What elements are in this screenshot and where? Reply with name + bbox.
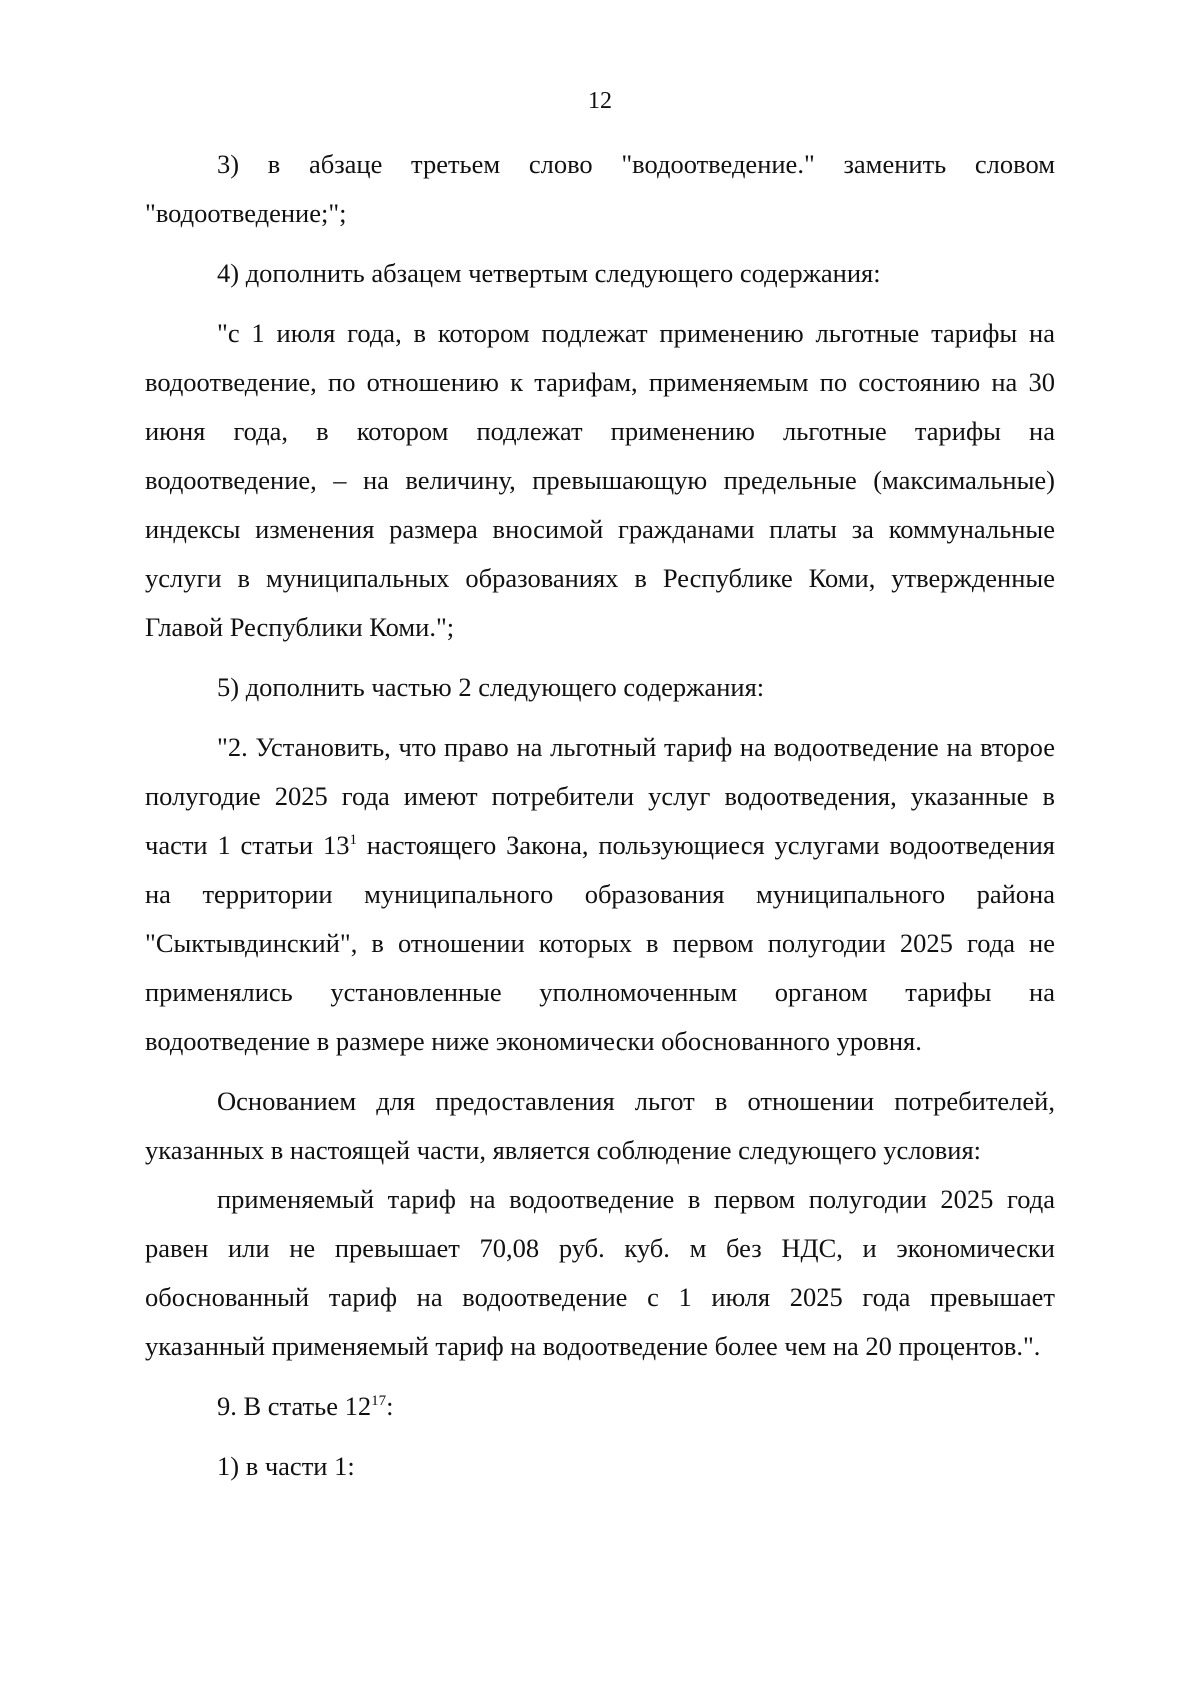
paragraph-amend-5: 5) дополнить частью 2 следующего содержания:: [217, 672, 765, 702]
paragraph-amend-4: 4) дополнить абзацем четвертым следующего содержания:: [217, 258, 881, 288]
paragraph-quote-part-2: [145, 723, 1055, 1066]
paragraph-amend-3: 3) в абзаце третьем слово "водоотведение." заменить словом "водоотведение;";: [145, 149, 1055, 228]
document-body: [145, 140, 1055, 1491]
superscript: 17: [371, 1393, 387, 1409]
paragraph-text: :: [386, 1391, 394, 1421]
paragraph-article-9: [145, 1382, 1055, 1431]
paragraph-text: настоящего Закона, пользующиеся услугами водоотведения на территории муниципального образования муниципального района "Сыктывдинский", в отношении которых в первом полугодии 2025 года не применялись установленные уполномоченным органом тарифы на водоотведение в размере ниже экономически обоснованного уровня.: [145, 830, 1055, 1056]
paragraph-text: 9. В статье 12: [217, 1391, 372, 1421]
page-number: 12: [588, 88, 612, 114]
paragraph-text: "2. Установить, что право на льготный тариф на водоотведение на второе полугодие 2025 года имеют потребители услуг водоотведения, указанные в части 1 статьи 13: [145, 732, 1055, 860]
superscript: 1: [349, 832, 357, 848]
paragraph-part-1: 1) в части 1:: [217, 1451, 355, 1481]
paragraph-condition: применяемый тариф на водоотведение в первом полугодии 2025 года равен или не превышает 70,08 руб. куб. м без НДС, и экономически обоснованный тариф на водоотведение с 1 июля 2025 года превышает указанный применяемый тариф на водоотведение более чем на 20 процентов.".: [145, 1184, 1055, 1361]
paragraph-quote-abzac-4: "с 1 июля года, в котором подлежат применению льготные тарифы на водоотведение, по отношению к тарифам, применяемым по состоянию на 30 июня года, в котором подлежат применению льготные тарифы на водоотведение, – на величину, превышающую предельные (максимальные) индексы изменения размера вносимой гражданами платы за коммунальные услуги в муниципальных образованиях в Республике Коми, утвержденные Главой Республики Коми.";: [145, 318, 1055, 642]
paragraph-basis: Основанием для предоставления льгот в отношении потребителей, указанных в настоящей части, является соблюдение следующего условия:: [145, 1086, 1055, 1165]
